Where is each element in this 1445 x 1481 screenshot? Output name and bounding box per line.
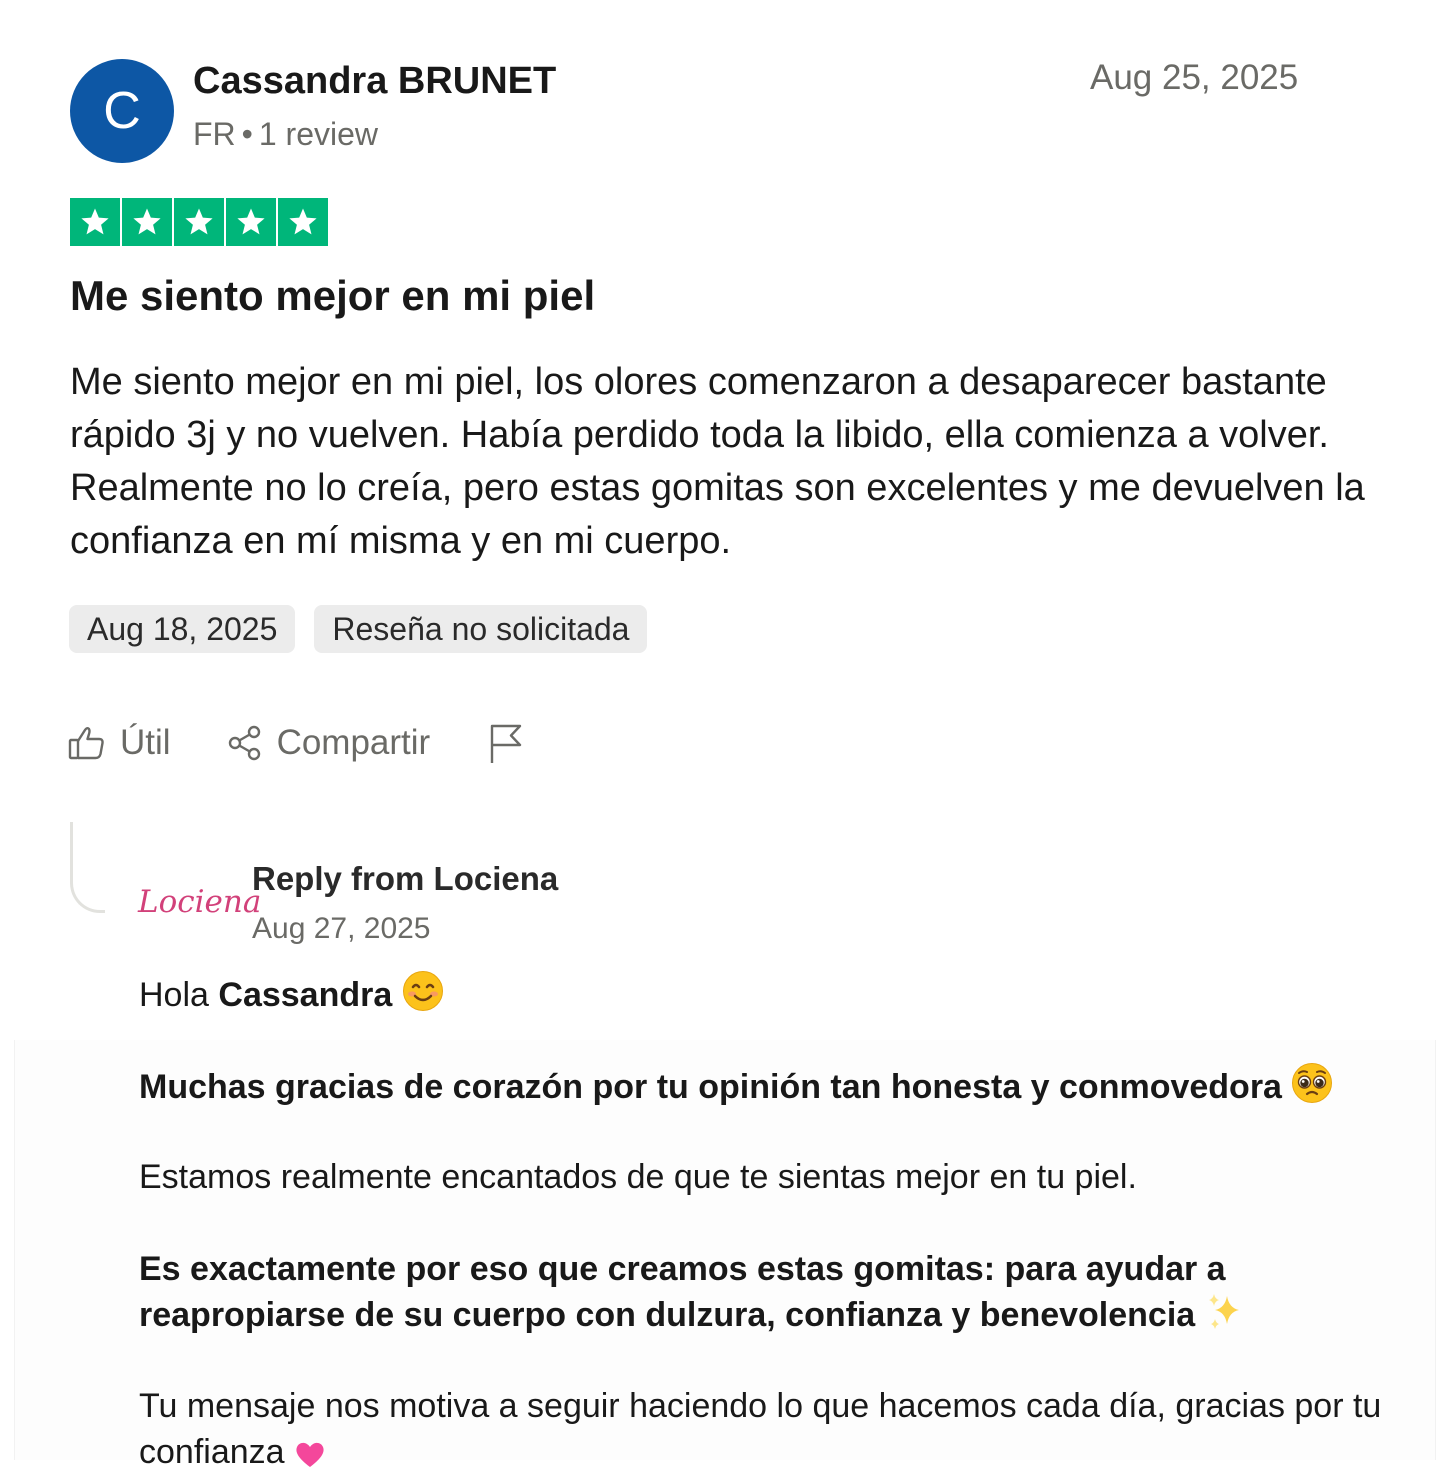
reviewer-name[interactable]: Cassandra BRUNET xyxy=(193,60,557,102)
thumbs-up-icon xyxy=(68,725,106,761)
review-date: Aug 25, 2025 xyxy=(1090,58,1299,97)
reply-greeting-word: Hola xyxy=(139,976,209,1014)
star-icon xyxy=(226,198,276,246)
reply-date: Aug 27, 2025 xyxy=(252,912,431,945)
lociena-logo-text: Lociena xyxy=(138,884,262,920)
smiling-face-emoji xyxy=(402,970,444,1024)
heart-emoji xyxy=(294,1435,326,1481)
share-icon xyxy=(227,725,263,761)
useful-label: Útil xyxy=(120,723,171,762)
reviewer-meta xyxy=(193,116,378,153)
star-rating xyxy=(70,198,328,246)
star-icon xyxy=(278,198,328,246)
lociena-logo[interactable] xyxy=(138,876,262,922)
reply-greeting xyxy=(139,970,1409,1024)
reply-greeting-name: Cassandra xyxy=(218,976,393,1014)
reply-paragraph-2: Estamos realmente encantados de que te sientas mejor en tu piel. xyxy=(139,1158,1137,1196)
meta-separator: • xyxy=(241,116,253,152)
review-body: Me siento mejor en mi piel, los olores comenzaron a desaparecer bastante rápido 3j y no vuelven. Había perdido toda la libido, ella comienza a volver. Realmente no lo creía, pero estas gomitas son excelentes y me devuelven la confianza en mí misma y en mi cuerpo. xyxy=(70,361,1365,562)
sparkles-emoji xyxy=(1205,1292,1245,1344)
flag-icon xyxy=(488,722,524,764)
share-button[interactable] xyxy=(227,723,431,763)
review-chips xyxy=(69,605,647,653)
reply-paragraph-4 xyxy=(139,1383,1409,1481)
star-icon xyxy=(122,198,172,246)
reply-paragraph-1 xyxy=(139,1062,1409,1116)
useful-button[interactable] xyxy=(68,723,171,763)
reviewer-review-count: 1 review xyxy=(258,116,379,152)
reviewer-country: FR xyxy=(193,116,236,152)
review-title[interactable]: Me siento mejor en mi piel xyxy=(70,272,596,319)
star-icon xyxy=(70,198,120,246)
reply-paragraph-4-text: Tu mensaje nos motiva a seguir haciendo lo que hacemos cada día, gracias por tu confianza xyxy=(139,1387,1382,1471)
reply-title: Reply from Lociena xyxy=(252,860,559,897)
pleading-face-emoji xyxy=(1291,1062,1333,1116)
reply-paragraph-1-text: Muchas gracias de corazón por tu opinión tan honesta y conmovedora xyxy=(139,1068,1282,1106)
unsolicited-review-chip[interactable]: Reseña no solicitada xyxy=(314,605,647,653)
avatar-initial: C xyxy=(103,82,141,140)
experience-date-chip: Aug 18, 2025 xyxy=(69,605,295,653)
report-button[interactable] xyxy=(488,722,524,764)
reply-connector-line xyxy=(70,822,105,913)
reply-paragraph-3-text: Es exactamente por eso que creamos estas gomitas: para ayudar a reapropiarse de su cuerpo con dulzura, confianza y benevolencia xyxy=(139,1250,1226,1334)
review-actions xyxy=(68,722,524,764)
avatar[interactable] xyxy=(70,59,174,163)
share-label: Compartir xyxy=(276,723,431,762)
reply-paragraph-3 xyxy=(139,1246,1409,1344)
star-icon xyxy=(174,198,224,246)
